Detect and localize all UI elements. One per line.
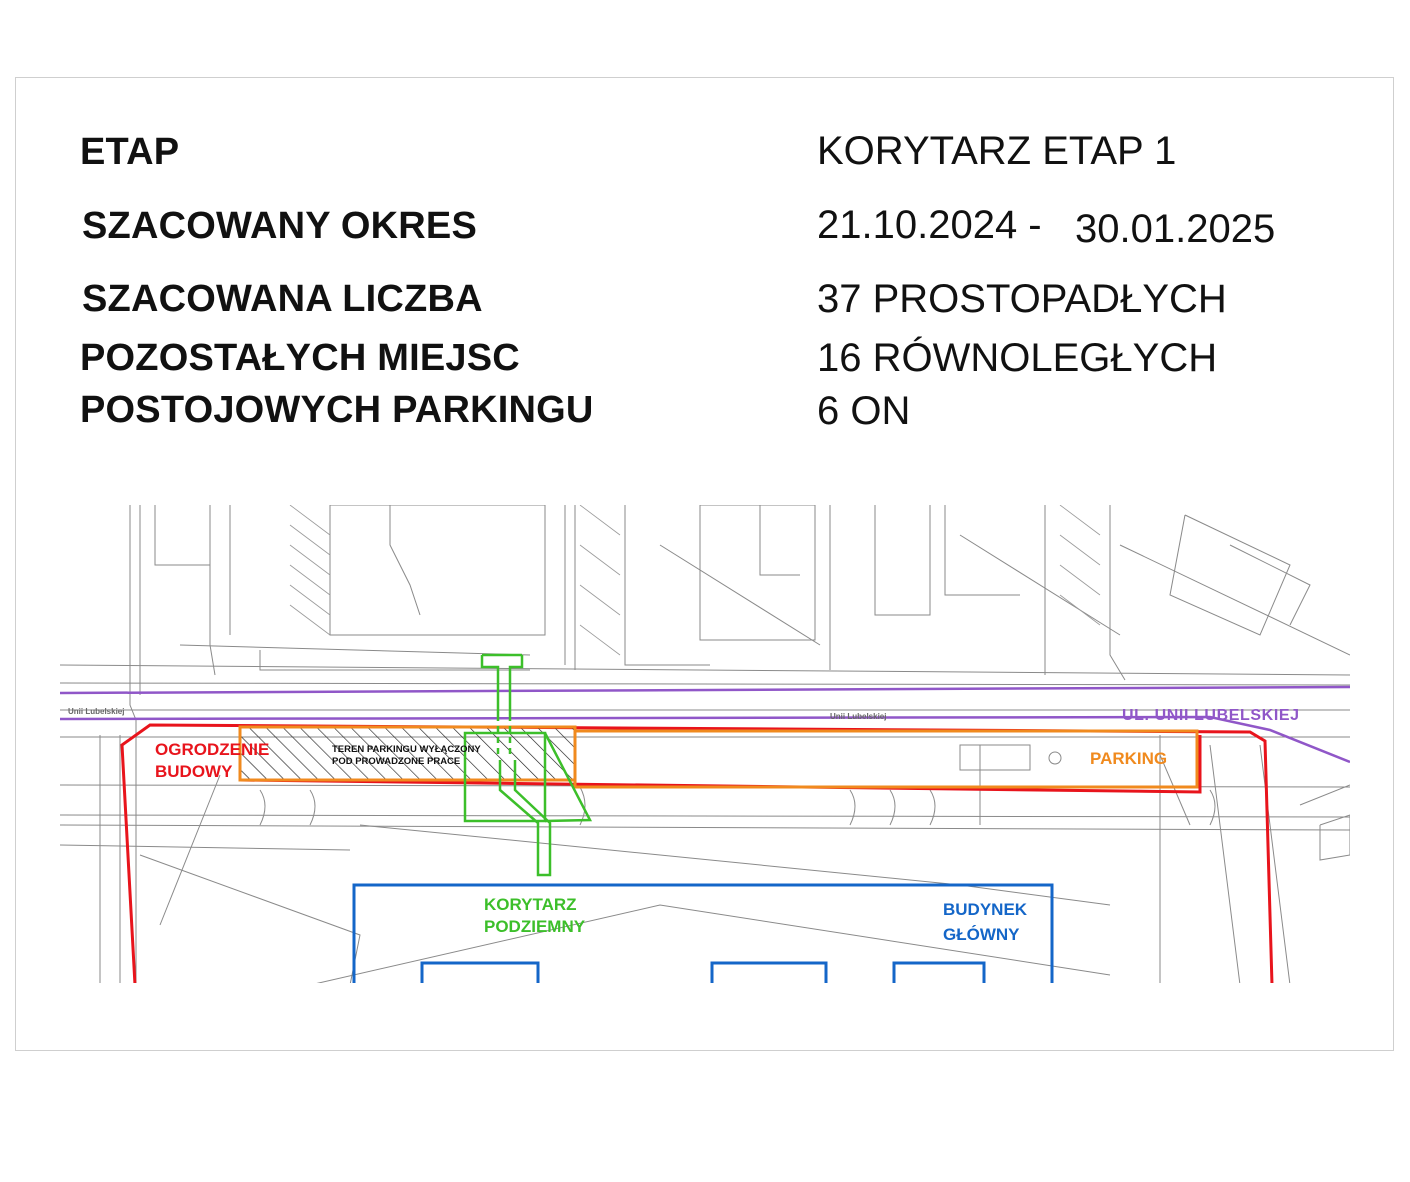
building-label-line-2: GŁÓWNY	[943, 925, 1020, 944]
street-small-label-west: Unii Lubelskiej	[68, 707, 125, 716]
liczba-value-perpendicular: 37 PROSTOPADŁYCH	[817, 277, 1227, 321]
site-plan-map	[60, 505, 1350, 985]
corridor-label-line-1: KORYTARZ	[484, 895, 577, 914]
excluded-label-line-2: POD PROWADZONE PRACE	[332, 756, 461, 767]
liczba-label-line-2: POZOSTAŁYCH MIEJSC	[80, 337, 520, 379]
parking-label: PARKING	[1090, 749, 1168, 768]
okres-label: SZACOWANY OKRES	[82, 205, 478, 247]
okres-start: 21.10.2024 -	[817, 203, 1042, 247]
fence-label-line-1: OGRODZENIE	[155, 740, 270, 759]
etap-value: KORYTARZ ETAP 1	[817, 129, 1177, 173]
excluded-label-line-1: TEREN PARKINGU WYŁĄCZONY	[332, 744, 481, 755]
liczba-label-line-1: SZACOWANA LICZBA	[82, 278, 483, 320]
fence-label-line-2: BUDOWY	[155, 762, 233, 781]
street-label: UL. UNII LUBELSKIEJ	[1122, 707, 1300, 724]
basemap-hatch-lines	[290, 505, 1100, 655]
liczba-label-line-3: POSTOJOWYCH PARKINGU	[80, 389, 594, 431]
corridor-label-line-2: PODZIEMNY	[484, 917, 586, 936]
building-label-line-1: BUDYNEK	[943, 900, 1028, 919]
etap-label: ETAP	[80, 131, 180, 173]
okres-end: 30.01.2025	[1075, 207, 1276, 251]
liczba-value-disabled: 6 ON	[817, 389, 911, 433]
liczba-value-parallel: 16 RÓWNOLEGŁYCH	[817, 336, 1218, 380]
street-small-label-center: Unii Lubelskiej	[830, 712, 887, 721]
